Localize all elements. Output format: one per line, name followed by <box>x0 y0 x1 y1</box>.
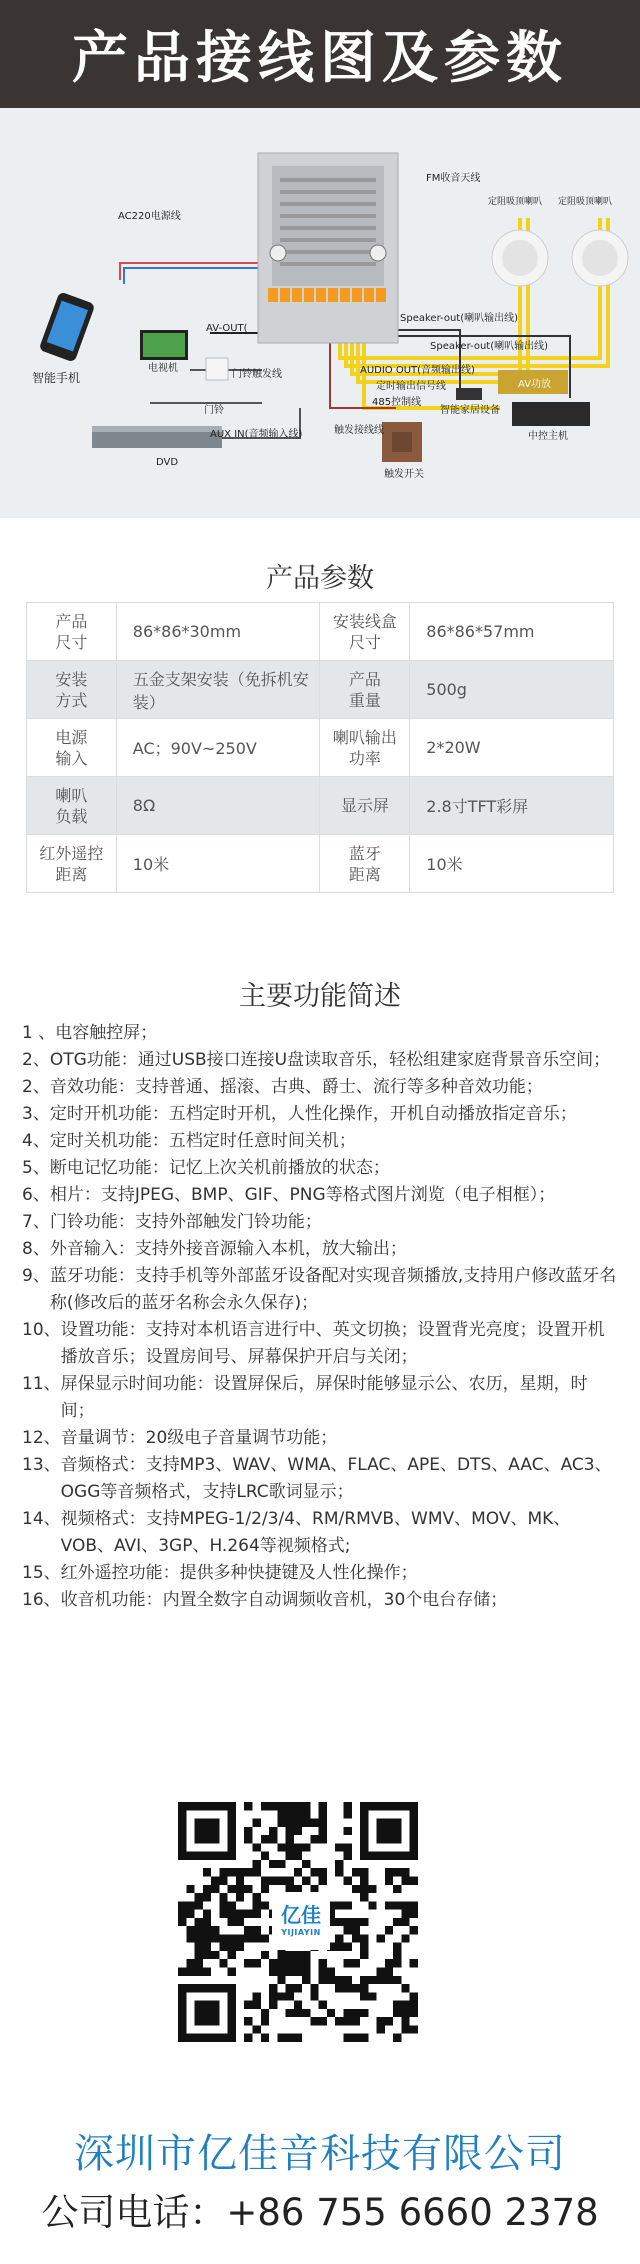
param-value: 10米 <box>410 835 614 893</box>
feature-number: 4、 <box>22 1131 50 1151</box>
feature-number: 12、 <box>22 1428 61 1448</box>
feature-number: 1 、 <box>22 1023 56 1043</box>
label-phone: 智能手机 <box>32 371 81 385</box>
feature-text: 设置功能：支持对本机语言进行中、英文切换；设置背光亮度；设置开机播放音乐；设置房间号、屏幕保护开启与关闭； <box>60 1320 605 1367</box>
feature-text: 音频格式：支持MP3、WAV、WMA、FLAC、APE、DTS、AAC、AC3、OGG等音频格式，支持LRC歌词显示； <box>60 1455 612 1502</box>
param-key: 安装 方式 <box>27 661 117 719</box>
label-ac220: AC220电源线 <box>118 211 181 222</box>
feature-number: 7、 <box>22 1212 50 1232</box>
label-smart-home: 智能家居设备 <box>440 405 500 416</box>
label-doorbell: 门铃 <box>204 405 224 416</box>
params-row <box>27 661 614 719</box>
feature-item <box>22 1506 618 1560</box>
qr-logo-mark: 亿佳 <box>281 1903 321 1927</box>
label-tv: 电视机 <box>148 363 178 374</box>
label-av-out: AV-OUT( <box>206 323 248 334</box>
feature-item <box>22 1317 618 1371</box>
feature-text: 音量调节：20级电子音量调节功能； <box>60 1428 338 1448</box>
feature-text: OTG功能：通过USB接口连接U盘读取音乐，轻松组建家庭背景音乐空间； <box>49 1050 611 1070</box>
feature-text: 屏保显示时间功能：设置屏保后，屏保时能够显示公、农历，星期，时间； <box>60 1374 588 1421</box>
feature-text: 相片：支持JPEG、BMP、GIF、PNG等格式图片浏览（电子相框）； <box>49 1185 556 1205</box>
feature-number: 14、 <box>22 1509 61 1529</box>
feature-number: 6、 <box>22 1185 50 1205</box>
feature-item <box>22 1263 618 1317</box>
qr-logo-brand: YIJIAYIN <box>281 1928 321 1937</box>
param-value: 2*20W <box>410 719 614 777</box>
label-spk-ceiling-1: 定阻吸顶喇叭 <box>488 197 543 207</box>
feature-number: 16、 <box>22 1590 61 1610</box>
param-key: 喇叭 负载 <box>27 777 117 835</box>
params-row <box>27 719 614 777</box>
feature-text: 收音机功能：内置全数字自动调频收音机，30个电台存储； <box>60 1590 508 1610</box>
feature-text: 定时关机功能：五档定时任意时间关机； <box>49 1131 356 1151</box>
feature-item <box>22 1587 618 1614</box>
param-key: 安装线盒 尺寸 <box>320 603 410 661</box>
label-dvd: DVD <box>156 457 179 468</box>
feature-text: 外音输入：支持外接音源输入本机，放大输出； <box>49 1239 407 1259</box>
param-key: 红外遥控 距离 <box>27 835 117 893</box>
feature-text: 电容触控屏； <box>55 1023 158 1043</box>
label-spk-ceiling-2: 定阻吸顶喇叭 <box>558 197 613 207</box>
param-key: 产品 尺寸 <box>27 603 117 661</box>
feature-number: 5、 <box>22 1158 50 1178</box>
feature-number: 9、 <box>22 1266 50 1286</box>
label-timer-signal: 定时输出信号线 <box>376 381 446 392</box>
feature-number: 10、 <box>22 1320 61 1340</box>
param-key: 喇叭输出 功率 <box>320 719 410 777</box>
feature-number: 2、 <box>22 1077 50 1097</box>
param-value: 86*86*30mm <box>116 603 320 661</box>
label-aux-in: AUX IN(音频输入线) <box>210 429 303 440</box>
qr-logo <box>272 1892 330 1950</box>
feature-item <box>22 1128 618 1155</box>
feature-item <box>22 1452 618 1506</box>
feature-text: 红外遥控功能：提供多种快捷键及人性化操作； <box>60 1563 418 1583</box>
param-value: 86*86*57mm <box>410 603 614 661</box>
feature-text: 门铃功能：支持外部触发门铃功能； <box>49 1212 322 1232</box>
params-row <box>27 603 614 661</box>
feature-text: 视频格式：支持MPEG-1/2/3/4、RM/RMVB、WMV、MOV、MK、VOB、AVI、3GP、H.264等视频格式; <box>60 1509 571 1556</box>
page-title: 产品接线图及参数 <box>72 26 568 91</box>
feature-number: 11、 <box>22 1374 61 1394</box>
params-row <box>27 835 614 893</box>
param-key: 显示屏 <box>320 777 410 835</box>
param-value: 8Ω <box>116 777 320 835</box>
feature-item <box>22 1020 618 1047</box>
feature-number: 13、 <box>22 1455 61 1475</box>
param-value: 10米 <box>116 835 320 893</box>
feature-item <box>22 1047 618 1074</box>
wiring-diagram-graphic <box>0 108 640 518</box>
param-value: 五金支架安装（免拆机安装） <box>116 661 320 719</box>
wiring-diagram <box>0 108 640 518</box>
feature-item <box>22 1101 618 1128</box>
page-header <box>0 0 640 108</box>
feature-item <box>22 1074 618 1101</box>
param-key: 电源 输入 <box>27 719 117 777</box>
label-485: 485控制线 <box>372 397 422 408</box>
param-key: 蓝牙 距离 <box>320 835 410 893</box>
label-central: 中控主机 <box>528 431 568 442</box>
feature-item <box>22 1560 618 1587</box>
param-value: AC；90V~250V <box>116 719 320 777</box>
label-trigger-switch: 触发开关 <box>384 469 424 480</box>
features-list <box>22 1020 618 1614</box>
feature-number: 2、 <box>22 1050 50 1070</box>
feature-text: 音效功能：支持普通、摇滚、古典、爵士、流行等多种音效功能； <box>49 1077 543 1097</box>
feature-number: 15、 <box>22 1563 61 1583</box>
label-spk-out-1: Speaker-out(喇叭输出线) <box>400 313 519 324</box>
params-row <box>27 777 614 835</box>
label-av-amp: AV功放 <box>518 379 552 390</box>
feature-text: 断电记忆功能：记忆上次关机前播放的状态； <box>49 1158 390 1178</box>
feature-item <box>22 1236 618 1263</box>
label-doorbell-line: 门铃触发线 <box>232 369 282 380</box>
params-title: 产品参数 <box>266 563 374 594</box>
label-fm: FM收音天线 <box>426 173 481 184</box>
feature-item <box>22 1155 618 1182</box>
company-name: 深圳市亿佳音科技有限公司 <box>74 2131 566 2177</box>
feature-text: 蓝牙功能：支持手机等外部蓝牙设备配对实现音频播放,支持用户修改蓝牙名称(修改后的蓝牙名称会永久保存)； <box>49 1266 617 1313</box>
label-trigger-line: 触发接线线 <box>334 425 384 436</box>
param-value: 500g <box>410 661 614 719</box>
param-key: 产品 重量 <box>320 661 410 719</box>
features-title: 主要功能简述 <box>239 981 401 1012</box>
feature-number: 3、 <box>22 1104 50 1124</box>
feature-item <box>22 1371 618 1425</box>
feature-item <box>22 1182 618 1209</box>
feature-number: 8、 <box>22 1239 50 1259</box>
params-table <box>26 602 614 893</box>
feature-item <box>22 1425 618 1452</box>
label-spk-out-2: Speaker-out(喇叭输出线) <box>430 341 549 352</box>
company-phone: 公司电话：+86 755 6660 2378 <box>41 2191 599 2234</box>
param-value: 2.8寸TFT彩屏 <box>410 777 614 835</box>
feature-text: 定时开机功能：五档定时开机，人性化操作，开机自动播放指定音乐； <box>49 1104 577 1124</box>
feature-item <box>22 1209 618 1236</box>
label-audio-out: AUDIO OUT(音频输出线) <box>360 365 475 376</box>
